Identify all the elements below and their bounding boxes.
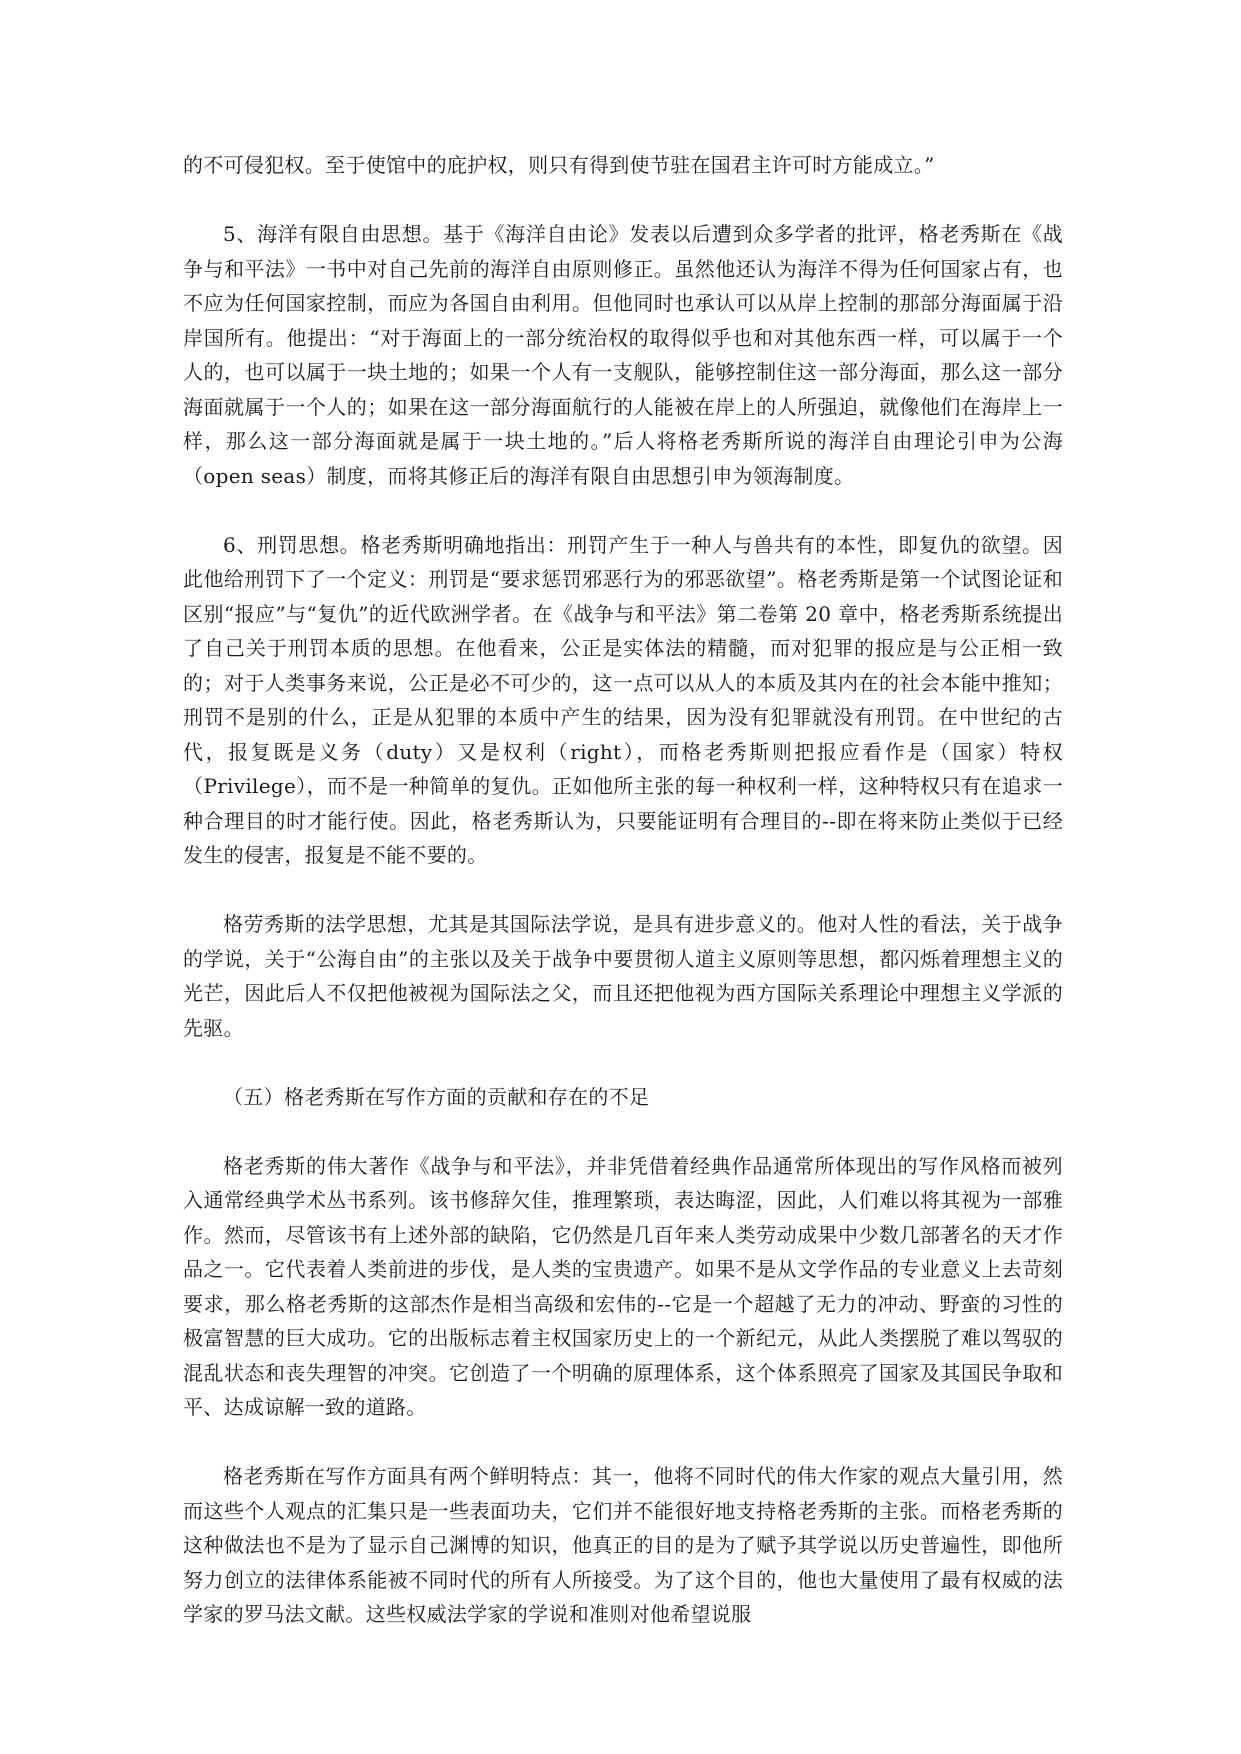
paragraph-sea-freedom: 5、海洋有限自由思想。基于《海洋自由论》发表以后遭到众多学者的批评，格老秀斯在《战争与和平法》一书中对自己先前的海洋自由原则修正。虽然他还认为海洋不得为任何国家占有，也不应为任何国家控制，而应为各国自由利用。但他同时也承认可以从岸上控制的那部分海面属于沿岸国所有。他提出：“对于海面上的一部分统治权的取得似乎也和对其他东西一样，可以属于一个人的，也可以属于一块土地的；如果一个人有一支舰队，能够控制住这一部分海面，那么这一部分海面就属于一个人的；如果在这一部分海面航行的人能被在岸上的人所强迫，就像他们在海岸上一样，那么这一部分海面就是属于一块土地的。”后人将格老秀斯所说的海洋自由理论引申为公海（open seas）制度，而将其修正后的海洋有限自由思想引申为领海制度。 <box>183 222 1063 488</box>
paragraph-writing-features: 格老秀斯在写作方面具有两个鲜明特点：其一，他将不同时代的伟大作家的观点大量引用，然而这些个人观点的汇集只是一些表面功夫，它们并不能很好地支持格老秀斯的主张。而格老秀斯的这种做法也不是为了显示自己渊博的知识，他真正的目的是为了赋予其学说以历史普遍性，即他所努力创立的法律体系能被不同时代的所有人所接受。为了这个目的，他也大量使用了最有权威的法学家的罗马法文献。这些权威法学家的学说和准则对他希望说服 <box>183 1464 1063 1626</box>
paragraph-continuation: 的不可侵犯权。至于使馆中的庇护权，则只有得到使节驻在国君主许可时方能成立。” <box>183 153 935 177</box>
section-heading: （五）格老秀斯在写作方面的贡献和存在的不足 <box>223 1084 650 1109</box>
document-page <box>183 148 1063 1666</box>
paragraph-legal-thought: 格劳秀斯的法学思想，尤其是其国际法学说，是具有进步意义的。他对人性的看法，关于战争的学说，关于“公海自由”的主张以及关于战争中要贯彻人道主义原则等思想，都闪烁着理想主义的光芒，因此后人不仅把他被视为国际法之父，而且还把他视为西方国际关系理论中理想主义学派的先驱。 <box>183 912 1063 1040</box>
paragraph-writing-contribution: 格老秀斯的伟大著作《战争与和平法》，并非凭借着经典作品通常所体现出的写作风格而被列入通常经典学术丛书系列。该书修辞欠佳，推理繁琐，表达晦涩，因此，人们难以将其视为一部雅作。然而，尽管该书有上述外部的缺陷，它仍然是几百年来人类劳动成果中少数几部著名的天才作品之一。它代表着人类前进的步伐，是人类的宝贵遗产。如果不是从文学作品的专业意义上去苛刻要求，那么格老秀斯的这部杰作是相当高级和宏伟的--它是一个超越了无力的冲动、野蛮的习性的极富智慧的巨大成功。它的出版标志着主权国家历史上的一个新纪元，从此人类摆脱了难以驾驭的混乱状态和丧失理智的冲突。它创造了一个明确的原理体系，这个体系照亮了国家及其国民争取和平、达成谅解一致的道路。 <box>183 1153 1063 1419</box>
paragraph-punishment: 6、刑罚思想。格老秀斯明确地指出：刑罚产生于一种人与兽共有的本性，即复仇的欲望。因此他给刑罚下了一个定义：刑罚是“要求惩罚邪恶行为的邪恶欲望”。格老秀斯是第一个试图论证和区别“报应”与“复仇”的近代欧洲学者。在《战争与和平法》第二卷第 20 章中，格老秀斯系统提出了自己关于刑罚本质的思想。在他看来，公正是实体法的精髓，而对犯罪的报应是与公正相一致的；对于人类事务来说，公正是必不可少的，这一点可以从人的本质及其内在的社会本能中推知；刑罚不是别的什么，正是从犯罪的本质中产生的结果，因为没有犯罪就没有刑罚。在中世纪的古代，报复既是义务（duty）又是权利（right），而格老秀斯则把报应看作是（国家）特权（Privilege），而不是一种简单的复仇。正如他所主张的每一种权利一样，这种特权只有在追求一种合理目的时才能行使。因此，格老秀斯认为，只要能证明有合理目的--即在将来防止类似于已经发生的侵害，报复是不能不要的。 <box>183 532 1063 867</box>
